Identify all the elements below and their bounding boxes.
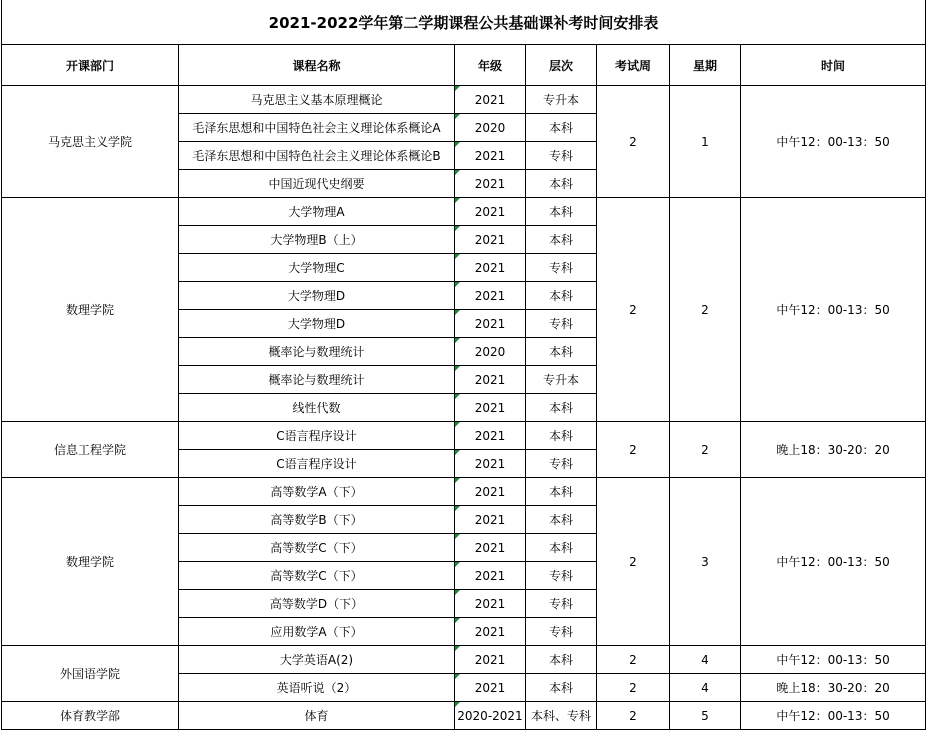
weekday-cell: 3 (670, 478, 741, 646)
department-cell: 体育教学部 (2, 702, 179, 730)
header-exam-week: 考试周 (597, 45, 670, 86)
level-cell: 专升本 (526, 86, 597, 114)
header-course-name: 课程名称 (179, 45, 455, 86)
exam-week-cell: 2 (597, 478, 670, 646)
grade-cell: 2021 (455, 86, 526, 114)
grade-cell: 2021 (455, 310, 526, 338)
grade-cell: 2021 (455, 506, 526, 534)
exam-week-cell: 2 (597, 86, 670, 198)
level-cell: 专科 (526, 562, 597, 590)
course-name-cell: 英语听说（2） (179, 674, 455, 702)
exam-week-cell: 2 (597, 198, 670, 422)
time-cell: 晚上18：30-20：20 (741, 674, 926, 702)
grade-cell: 2020 (455, 114, 526, 142)
level-cell: 本科、专科 (526, 702, 597, 730)
level-cell: 本科 (526, 198, 597, 226)
exam-week-cell: 2 (597, 422, 670, 478)
course-name-cell: 应用数学A（下） (179, 618, 455, 646)
department-cell: 数理学院 (2, 198, 179, 422)
course-name-cell: 高等数学C（下） (179, 562, 455, 590)
course-name-cell: 大学物理A (179, 198, 455, 226)
grade-cell: 2021 (455, 478, 526, 506)
grade-cell: 2020 (455, 338, 526, 366)
course-name-cell: 体育 (179, 702, 455, 730)
header-level: 层次 (526, 45, 597, 86)
course-name-cell: 毛泽东思想和中国特色社会主义理论体系概论A (179, 114, 455, 142)
weekday-cell: 1 (670, 86, 741, 198)
level-cell: 专科 (526, 618, 597, 646)
level-cell: 本科 (526, 338, 597, 366)
level-cell: 本科 (526, 534, 597, 562)
grade-cell: 2021 (455, 142, 526, 170)
exam-week-cell: 2 (597, 646, 670, 674)
department-cell: 数理学院 (2, 478, 179, 646)
course-name-cell: 毛泽东思想和中国特色社会主义理论体系概论B (179, 142, 455, 170)
course-name-cell: 概率论与数理统计 (179, 338, 455, 366)
time-cell: 中午12：00-13：50 (741, 86, 926, 198)
level-cell: 本科 (526, 114, 597, 142)
course-name-cell: 马克思主义基本原理概论 (179, 86, 455, 114)
grade-cell: 2021 (455, 646, 526, 674)
grade-cell: 2021 (455, 282, 526, 310)
table-row (2, 198, 926, 226)
exam-week-cell: 2 (597, 702, 670, 730)
department-cell: 信息工程学院 (2, 422, 179, 478)
department-cell: 外国语学院 (2, 646, 179, 702)
time-cell: 中午12：00-13：50 (741, 198, 926, 422)
level-cell: 专科 (526, 590, 597, 618)
course-name-cell: 概率论与数理统计 (179, 366, 455, 394)
table-row (2, 478, 926, 506)
course-name-cell: C语言程序设计 (179, 450, 455, 478)
grade-cell: 2020-2021 (455, 702, 526, 730)
level-cell: 本科 (526, 226, 597, 254)
grade-cell: 2021 (455, 170, 526, 198)
course-name-cell: 高等数学D（下） (179, 590, 455, 618)
grade-cell: 2021 (455, 562, 526, 590)
course-name-cell: 大学物理D (179, 282, 455, 310)
course-name-cell: 高等数学B（下） (179, 506, 455, 534)
level-cell: 专科 (526, 450, 597, 478)
table-row (2, 86, 926, 114)
header-time: 时间 (741, 45, 926, 86)
level-cell: 专科 (526, 142, 597, 170)
grade-cell: 2021 (455, 198, 526, 226)
department-cell: 马克思主义学院 (2, 86, 179, 198)
grade-cell: 2021 (455, 254, 526, 282)
level-cell: 本科 (526, 506, 597, 534)
weekday-cell: 4 (670, 674, 741, 702)
exam-week-cell: 2 (597, 674, 670, 702)
course-name-cell: C语言程序设计 (179, 422, 455, 450)
grade-cell: 2021 (455, 618, 526, 646)
course-name-cell: 大学物理B（上） (179, 226, 455, 254)
level-cell: 本科 (526, 478, 597, 506)
grade-cell: 2021 (455, 422, 526, 450)
weekday-cell: 4 (670, 646, 741, 674)
schedule-table (1, 0, 926, 730)
weekday-cell: 5 (670, 702, 741, 730)
level-cell: 专升本 (526, 366, 597, 394)
header-grade: 年级 (455, 45, 526, 86)
grade-cell: 2021 (455, 534, 526, 562)
course-name-cell: 高等数学A（下） (179, 478, 455, 506)
table-title: 2021-2022学年第二学期课程公共基础课补考时间安排表 (2, 0, 926, 45)
course-name-cell: 大学物理D (179, 310, 455, 338)
grade-cell: 2021 (455, 590, 526, 618)
level-cell: 专科 (526, 310, 597, 338)
level-cell: 本科 (526, 422, 597, 450)
grade-cell: 2021 (455, 394, 526, 422)
level-cell: 本科 (526, 674, 597, 702)
weekday-cell: 2 (670, 422, 741, 478)
level-cell: 本科 (526, 170, 597, 198)
course-name-cell: 线性代数 (179, 394, 455, 422)
level-cell: 本科 (526, 394, 597, 422)
level-cell: 本科 (526, 282, 597, 310)
header-row (2, 45, 926, 86)
course-name-cell: 中国近现代史纲要 (179, 170, 455, 198)
course-name-cell: 大学英语A(2) (179, 646, 455, 674)
table-row (2, 702, 926, 730)
level-cell: 本科 (526, 646, 597, 674)
course-name-cell: 高等数学C（下） (179, 534, 455, 562)
grade-cell: 2021 (455, 450, 526, 478)
level-cell: 专科 (526, 254, 597, 282)
time-cell: 中午12：00-13：50 (741, 702, 926, 730)
grade-cell: 2021 (455, 674, 526, 702)
grade-cell: 2021 (455, 366, 526, 394)
header-weekday: 星期 (670, 45, 741, 86)
time-cell: 晚上18：30-20：20 (741, 422, 926, 478)
table-row (2, 422, 926, 450)
grade-cell: 2021 (455, 226, 526, 254)
course-name-cell: 大学物理C (179, 254, 455, 282)
time-cell: 中午12：00-13：50 (741, 478, 926, 646)
table-row (2, 646, 926, 674)
time-cell: 中午12：00-13：50 (741, 646, 926, 674)
weekday-cell: 2 (670, 198, 741, 422)
header-department: 开课部门 (2, 45, 179, 86)
